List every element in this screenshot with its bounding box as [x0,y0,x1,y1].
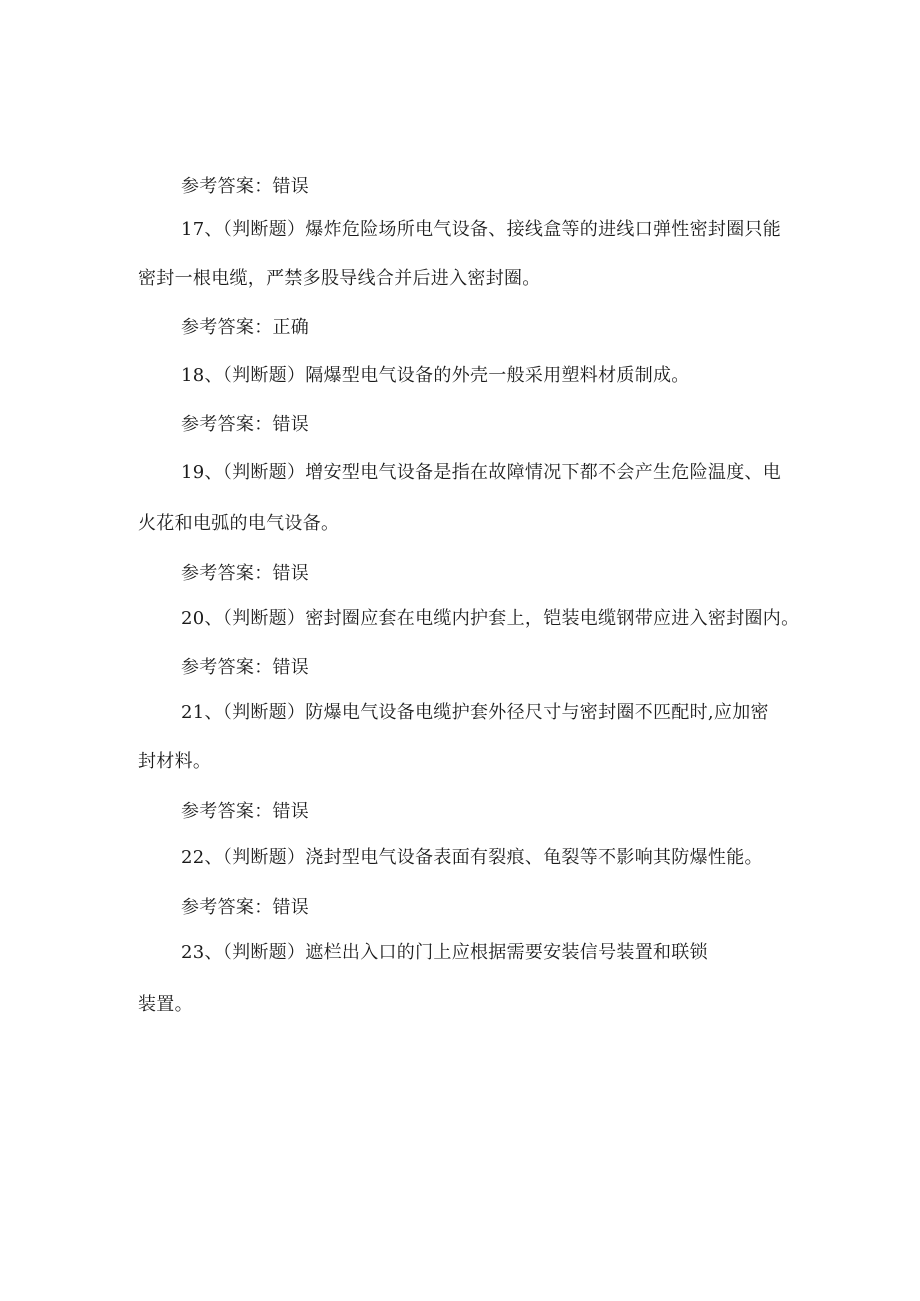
question-19-line1: 19、（判断题）增安型电气设备是指在故障情况下都不会产生危险温度、电 [181,462,782,483]
answer-18: 参考答案：错误 [181,414,310,435]
question-21-line2: 封材料。 [138,751,212,772]
question-23-line2: 装置。 [138,994,193,1015]
question-22-line1: 22、（判断题）浇封型电气设备表面有裂痕、龟裂等不影响其防爆性能。 [181,847,763,868]
question-20-line1: 20、（判断题）密封圈应套在电缆内护套上，铠装电缆钢带应进入密封圈内。 [181,608,800,629]
answer-22: 参考答案：错误 [181,897,310,918]
question-21-line1: 21、（判断题）防爆电气设备电缆护套外径尺寸与密封圈不匹配时,应加密 [181,702,769,723]
question-18-line1: 18、（判断题）隔爆型电气设备的外壳一般采用塑料材质制成。 [181,365,690,386]
answer-19: 参考答案：错误 [181,563,310,584]
question-17-line2: 密封一根电缆，严禁多股导线合并后进入密封圈。 [138,268,541,289]
question-19-line2: 火花和电弧的电气设备。 [138,513,340,534]
question-17-line1: 17、（判断题）爆炸危险场所电气设备、接线盒等的进线口弹性密封圈只能 [181,219,782,240]
question-23-line1: 23、（判断题）遮栏出入口的门上应根据需要安装信号装置和联锁 [181,942,708,963]
answer-16: 参考答案：错误 [181,176,310,197]
answer-20: 参考答案：错误 [181,657,310,678]
answer-17: 参考答案：正确 [181,317,310,338]
answer-21: 参考答案：错误 [181,801,310,822]
